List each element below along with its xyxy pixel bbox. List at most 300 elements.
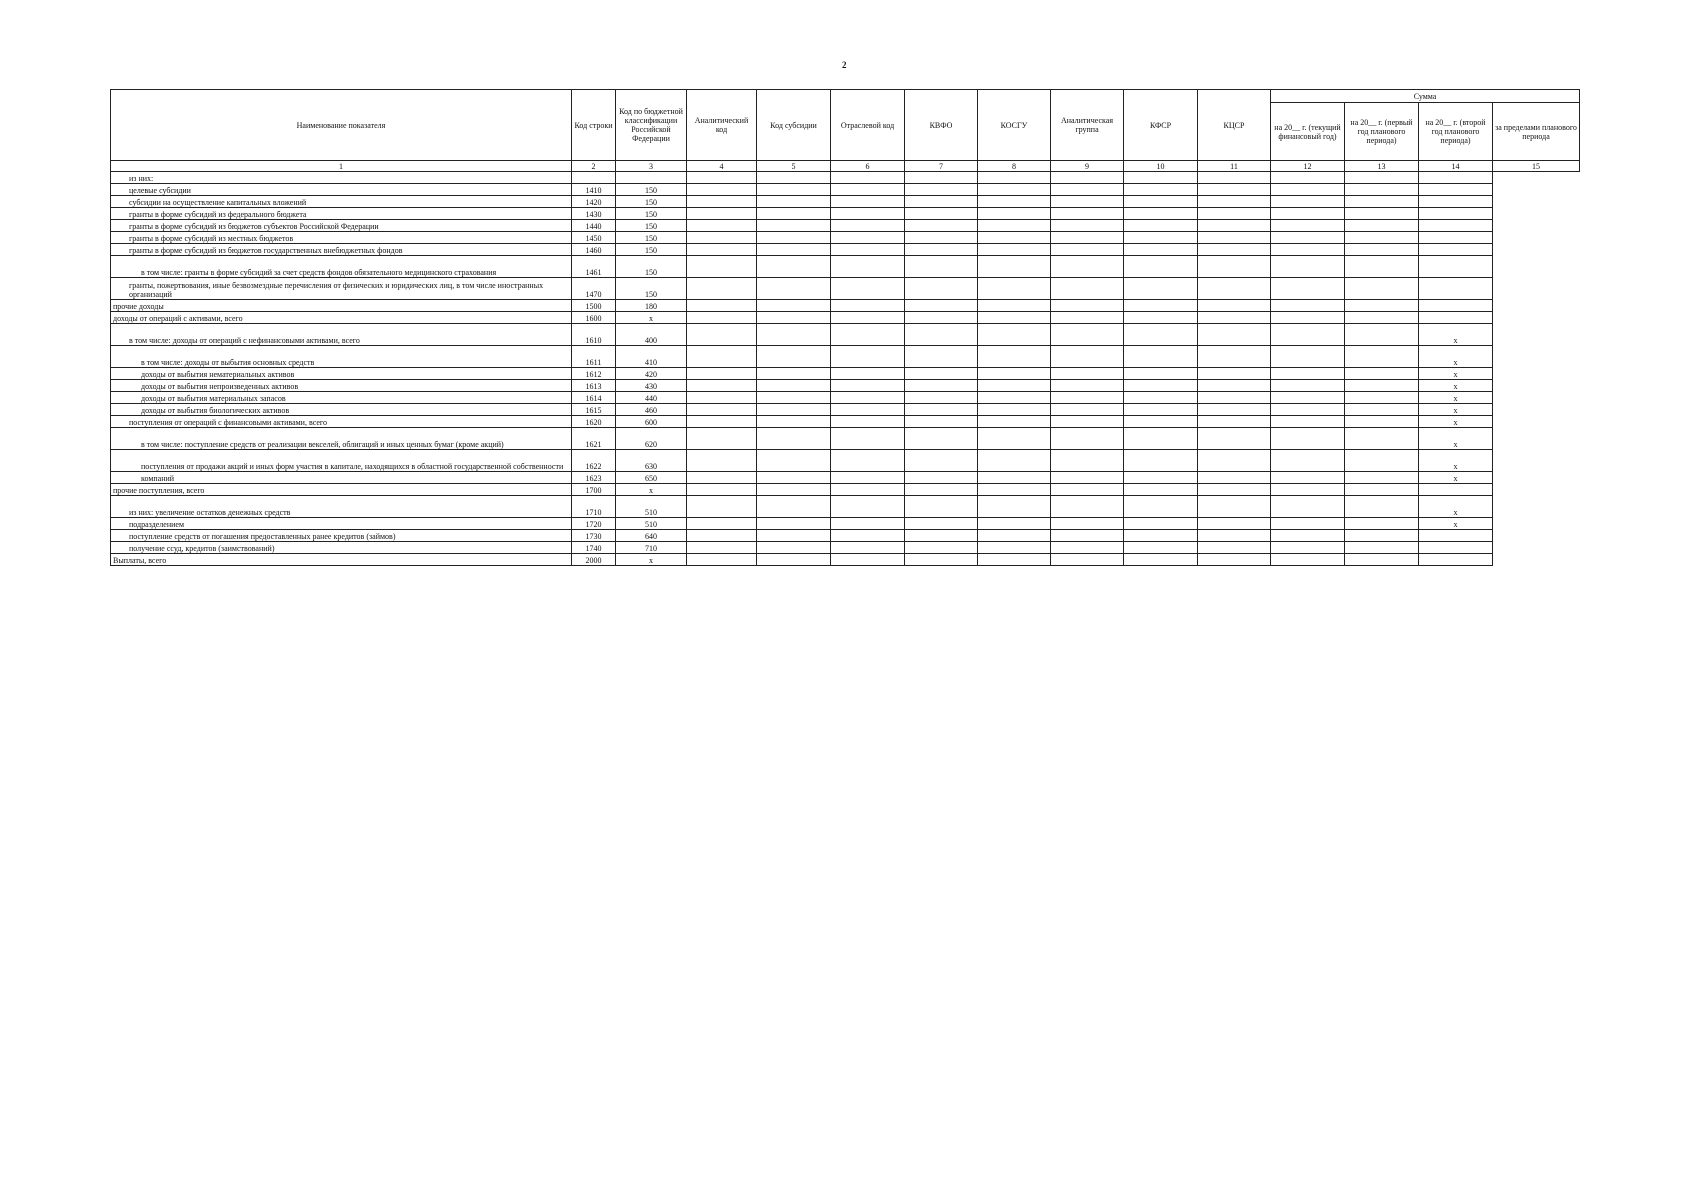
empty-cell (831, 208, 905, 220)
empty-cell (978, 392, 1051, 404)
empty-cell (978, 496, 1051, 518)
empty-cell (905, 220, 978, 232)
row-beyond-period: x (1419, 404, 1493, 416)
empty-cell (831, 196, 905, 208)
empty-cell (905, 232, 978, 244)
empty-cell (1198, 542, 1271, 554)
empty-cell (1051, 530, 1124, 542)
empty-cell (978, 542, 1051, 554)
empty-cell (1271, 542, 1345, 554)
empty-cell (905, 392, 978, 404)
empty-cell (757, 518, 831, 530)
empty-cell (1051, 496, 1124, 518)
empty-cell (1051, 416, 1124, 428)
empty-cell (831, 278, 905, 300)
row-code: 1470 (572, 278, 616, 300)
empty-cell (687, 518, 757, 530)
row-name: в том числе: поступление средств от реализации векселей, облигаций и иных ценных бумаг (кроме акций) (111, 428, 572, 450)
empty-cell (1345, 312, 1419, 324)
row-beyond-period (1419, 244, 1493, 256)
empty-cell (1198, 530, 1271, 542)
empty-cell (978, 324, 1051, 346)
empty-cell (1124, 244, 1198, 256)
row-name: гранты в форме субсидий из бюджетов субъектов Российской Федерации (111, 220, 572, 232)
empty-cell (905, 554, 978, 566)
column-number: 6 (831, 161, 905, 172)
row-name: Выплаты, всего (111, 554, 572, 566)
empty-cell (1051, 554, 1124, 566)
empty-cell (757, 220, 831, 232)
header-kcsr: КЦСР (1198, 90, 1271, 161)
empty-cell (978, 428, 1051, 450)
table-row (111, 554, 1580, 566)
empty-cell (978, 312, 1051, 324)
empty-cell (1051, 184, 1124, 196)
row-budget-code: 710 (616, 542, 687, 554)
empty-cell (831, 256, 905, 278)
empty-cell (831, 380, 905, 392)
empty-cell (1198, 300, 1271, 312)
empty-cell (978, 368, 1051, 380)
row-name: из них: (111, 172, 572, 184)
empty-cell (1198, 380, 1271, 392)
row-code: 1420 (572, 196, 616, 208)
empty-cell (1124, 530, 1198, 542)
row-code: 1500 (572, 300, 616, 312)
table-row (111, 184, 1580, 196)
empty-cell (905, 196, 978, 208)
table-row (111, 404, 1580, 416)
empty-cell (1271, 300, 1345, 312)
empty-cell (687, 428, 757, 450)
empty-cell (1271, 416, 1345, 428)
row-code: 1614 (572, 392, 616, 404)
row-budget-code: 150 (616, 196, 687, 208)
row-beyond-period: x (1419, 380, 1493, 392)
empty-cell (1345, 518, 1419, 530)
row-name: доходы от выбытия непроизведенных активов (111, 380, 572, 392)
empty-cell (1345, 450, 1419, 472)
row-code: 1430 (572, 208, 616, 220)
table-row (111, 208, 1580, 220)
empty-cell (1124, 380, 1198, 392)
table-row (111, 496, 1580, 518)
empty-cell (1198, 392, 1271, 404)
empty-cell (1345, 244, 1419, 256)
row-beyond-period (1419, 184, 1493, 196)
empty-cell (687, 404, 757, 416)
header-sum-first: на 20__ г. (первый год планового периода) (1345, 103, 1419, 161)
empty-cell (1198, 484, 1271, 496)
table-row (111, 530, 1580, 542)
row-name: гранты в форме субсидий из бюджетов государственных внебюджетных фондов (111, 244, 572, 256)
empty-cell (978, 472, 1051, 484)
empty-cell (905, 244, 978, 256)
row-budget-code: x (616, 484, 687, 496)
empty-cell (687, 244, 757, 256)
empty-cell (1271, 346, 1345, 368)
empty-cell (757, 324, 831, 346)
empty-cell (1345, 484, 1419, 496)
empty-cell (757, 428, 831, 450)
row-code: 1460 (572, 244, 616, 256)
empty-cell (757, 244, 831, 256)
empty-cell (1198, 208, 1271, 220)
header-analytic-group: Аналитическая группа (1051, 90, 1124, 161)
empty-cell (1051, 220, 1124, 232)
row-name: доходы от операций с активами, всего (111, 312, 572, 324)
table-row (111, 380, 1580, 392)
empty-cell (1051, 232, 1124, 244)
empty-cell (757, 278, 831, 300)
empty-cell (978, 346, 1051, 368)
empty-cell (831, 232, 905, 244)
empty-cell (1345, 184, 1419, 196)
table-row (111, 256, 1580, 278)
empty-cell (905, 300, 978, 312)
empty-cell (831, 416, 905, 428)
empty-cell (1051, 404, 1124, 416)
empty-cell (757, 196, 831, 208)
empty-cell (905, 256, 978, 278)
column-number: 1 (111, 161, 572, 172)
empty-cell (757, 380, 831, 392)
empty-cell (757, 300, 831, 312)
empty-cell (1345, 542, 1419, 554)
empty-cell (687, 554, 757, 566)
row-beyond-period: x (1419, 450, 1493, 472)
row-name: гранты, пожертвования, иные безвозмездные перечисления от физических и юридических лиц, в том числе иностранных организаций (111, 278, 572, 300)
empty-cell (831, 554, 905, 566)
empty-cell (978, 220, 1051, 232)
empty-cell (831, 300, 905, 312)
row-code: 1450 (572, 232, 616, 244)
header-name: Наименование показателя (111, 90, 572, 161)
empty-cell (1345, 380, 1419, 392)
row-budget-code: 150 (616, 220, 687, 232)
row-name: поступления от продажи акций и иных форм участия в капитале, находящихся в областной государственной собственности (111, 450, 572, 472)
row-name: в том числе: доходы от операций с нефинансовыми активами, всего (111, 324, 572, 346)
empty-cell (978, 450, 1051, 472)
row-code: 1440 (572, 220, 616, 232)
column-number: 9 (1051, 161, 1124, 172)
empty-cell (1271, 220, 1345, 232)
empty-cell (1051, 208, 1124, 220)
row-name: доходы от выбытия материальных запасов (111, 392, 572, 404)
row-beyond-period (1419, 530, 1493, 542)
empty-cell (687, 346, 757, 368)
row-code (572, 172, 616, 184)
row-beyond-period (1419, 554, 1493, 566)
empty-cell (1051, 542, 1124, 554)
empty-cell (978, 380, 1051, 392)
empty-cell (831, 530, 905, 542)
empty-cell (831, 184, 905, 196)
empty-cell (1345, 172, 1419, 184)
empty-cell (1345, 300, 1419, 312)
empty-cell (978, 172, 1051, 184)
empty-cell (1271, 232, 1345, 244)
empty-cell (1345, 346, 1419, 368)
table-row (111, 450, 1580, 472)
row-beyond-period: x (1419, 324, 1493, 346)
row-budget-code: 410 (616, 346, 687, 368)
page-number: 2 (842, 60, 847, 70)
empty-cell (905, 484, 978, 496)
row-code: 1740 (572, 542, 616, 554)
column-number: 12 (1271, 161, 1345, 172)
column-number: 13 (1345, 161, 1419, 172)
empty-cell (1124, 256, 1198, 278)
empty-cell (687, 232, 757, 244)
empty-cell (1345, 404, 1419, 416)
empty-cell (1198, 184, 1271, 196)
empty-cell (1198, 496, 1271, 518)
row-code: 1461 (572, 256, 616, 278)
row-beyond-period (1419, 278, 1493, 300)
empty-cell (687, 392, 757, 404)
row-beyond-period (1419, 208, 1493, 220)
empty-cell (905, 416, 978, 428)
empty-cell (1271, 244, 1345, 256)
row-beyond-period: x (1419, 518, 1493, 530)
empty-cell (1271, 196, 1345, 208)
empty-cell (831, 542, 905, 554)
empty-cell (1271, 428, 1345, 450)
table-body (111, 172, 1580, 566)
row-name: подразделением (111, 518, 572, 530)
empty-cell (757, 530, 831, 542)
column-number: 15 (1493, 161, 1580, 172)
row-beyond-period (1419, 256, 1493, 278)
empty-cell (831, 518, 905, 530)
empty-cell (1271, 392, 1345, 404)
table-row (111, 472, 1580, 484)
empty-cell (1051, 380, 1124, 392)
empty-cell (1271, 530, 1345, 542)
empty-cell (1051, 518, 1124, 530)
empty-cell (687, 324, 757, 346)
empty-cell (1124, 172, 1198, 184)
column-number: 4 (687, 161, 757, 172)
row-name: в том числе: гранты в форме субсидий за счет средств фондов обязательного медицинского страхования (111, 256, 572, 278)
header-sum: Сумма (1271, 90, 1580, 103)
empty-cell (757, 368, 831, 380)
table-row (111, 392, 1580, 404)
empty-cell (1271, 208, 1345, 220)
row-name: доходы от выбытия биологических активов (111, 404, 572, 416)
empty-cell (1198, 346, 1271, 368)
empty-cell (1345, 196, 1419, 208)
empty-cell (687, 184, 757, 196)
row-beyond-period (1419, 312, 1493, 324)
empty-cell (905, 542, 978, 554)
column-number: 11 (1198, 161, 1271, 172)
empty-cell (1345, 256, 1419, 278)
row-beyond-period: x (1419, 472, 1493, 484)
empty-cell (1124, 416, 1198, 428)
row-code: 1600 (572, 312, 616, 324)
row-budget-code: 420 (616, 368, 687, 380)
table-row (111, 428, 1580, 450)
empty-cell (687, 208, 757, 220)
empty-cell (905, 496, 978, 518)
row-code: 1410 (572, 184, 616, 196)
empty-cell (757, 392, 831, 404)
empty-cell (1345, 220, 1419, 232)
table-row (111, 324, 1580, 346)
empty-cell (687, 172, 757, 184)
row-name: гранты в форме субсидий из местных бюджетов (111, 232, 572, 244)
empty-cell (687, 496, 757, 518)
empty-cell (1345, 368, 1419, 380)
empty-cell (978, 518, 1051, 530)
empty-cell (1198, 196, 1271, 208)
empty-cell (1051, 324, 1124, 346)
empty-cell (905, 324, 978, 346)
row-budget-code: 150 (616, 244, 687, 256)
empty-cell (757, 172, 831, 184)
row-budget-code: 430 (616, 380, 687, 392)
row-budget-code: 460 (616, 404, 687, 416)
row-beyond-period (1419, 232, 1493, 244)
empty-cell (1198, 220, 1271, 232)
empty-cell (757, 484, 831, 496)
empty-cell (757, 312, 831, 324)
column-number-row (111, 161, 1580, 172)
empty-cell (1051, 256, 1124, 278)
empty-cell (831, 392, 905, 404)
column-number: 8 (978, 161, 1051, 172)
empty-cell (1345, 416, 1419, 428)
header-kvfo: КВФО (905, 90, 978, 161)
empty-cell (757, 184, 831, 196)
empty-cell (831, 428, 905, 450)
empty-cell (757, 542, 831, 554)
empty-cell (1198, 428, 1271, 450)
row-code: 1611 (572, 346, 616, 368)
empty-cell (831, 244, 905, 256)
row-budget-code: 640 (616, 530, 687, 542)
row-name: поступление средств от погашения предоставленных ранее кредитов (займов) (111, 530, 572, 542)
empty-cell (1271, 184, 1345, 196)
row-name: доходы от выбытия нематериальных активов (111, 368, 572, 380)
table-row (111, 312, 1580, 324)
row-budget-code: 600 (616, 416, 687, 428)
empty-cell (1198, 278, 1271, 300)
empty-cell (905, 278, 978, 300)
table-row (111, 300, 1580, 312)
empty-cell (978, 244, 1051, 256)
row-budget-code: 510 (616, 496, 687, 518)
empty-cell (1271, 278, 1345, 300)
empty-cell (1271, 450, 1345, 472)
empty-cell (905, 208, 978, 220)
empty-cell (1198, 472, 1271, 484)
empty-cell (757, 496, 831, 518)
row-budget-code: 150 (616, 256, 687, 278)
empty-cell (687, 450, 757, 472)
header-sum-beyond: за пределами планового периода (1493, 103, 1580, 161)
header-kfsr: КФСР (1124, 90, 1198, 161)
row-code: 1730 (572, 530, 616, 542)
empty-cell (1051, 346, 1124, 368)
empty-cell (1124, 346, 1198, 368)
empty-cell (1198, 232, 1271, 244)
header-branch-code: Отраслевой код (831, 90, 905, 161)
row-name: получение ссуд, кредитов (заимствований) (111, 542, 572, 554)
row-name: в том числе: доходы от выбытия основных средств (111, 346, 572, 368)
row-budget-code: 180 (616, 300, 687, 312)
empty-cell (978, 232, 1051, 244)
empty-cell (978, 554, 1051, 566)
row-code: 1613 (572, 380, 616, 392)
column-number: 5 (757, 161, 831, 172)
empty-cell (1345, 324, 1419, 346)
row-name: субсидии на осуществление капитальных вложений (111, 196, 572, 208)
row-budget-code: 150 (616, 278, 687, 300)
empty-cell (757, 232, 831, 244)
empty-cell (1271, 518, 1345, 530)
row-code: 1700 (572, 484, 616, 496)
empty-cell (1051, 368, 1124, 380)
header-sum-current: на 20__ г. (текущий финансовый год) (1271, 103, 1345, 161)
header-sum-second: на 20__ г. (второй год планового периода) (1419, 103, 1493, 161)
empty-cell (687, 220, 757, 232)
table-row (111, 368, 1580, 380)
empty-cell (978, 530, 1051, 542)
empty-cell (831, 450, 905, 472)
empty-cell (1198, 256, 1271, 278)
empty-cell (687, 484, 757, 496)
row-name: из них: увеличение остатков денежных средств (111, 496, 572, 518)
empty-cell (1124, 232, 1198, 244)
row-budget-code: x (616, 312, 687, 324)
empty-cell (978, 278, 1051, 300)
row-beyond-period: x (1419, 416, 1493, 428)
empty-cell (905, 312, 978, 324)
empty-cell (978, 416, 1051, 428)
empty-cell (757, 404, 831, 416)
empty-cell (1124, 450, 1198, 472)
empty-cell (1124, 428, 1198, 450)
empty-cell (831, 404, 905, 416)
empty-cell (1271, 172, 1345, 184)
empty-cell (757, 450, 831, 472)
empty-cell (905, 518, 978, 530)
empty-cell (978, 256, 1051, 278)
empty-cell (1345, 428, 1419, 450)
empty-cell (905, 428, 978, 450)
table-row (111, 196, 1580, 208)
empty-cell (1271, 496, 1345, 518)
empty-cell (905, 368, 978, 380)
row-code: 1720 (572, 518, 616, 530)
empty-cell (1198, 312, 1271, 324)
header-row-code: Код строки (572, 90, 616, 161)
row-budget-code (616, 172, 687, 184)
empty-cell (978, 196, 1051, 208)
empty-cell (1198, 554, 1271, 566)
empty-cell (1051, 450, 1124, 472)
empty-cell (831, 368, 905, 380)
empty-cell (831, 312, 905, 324)
row-code: 1710 (572, 496, 616, 518)
row-beyond-period (1419, 542, 1493, 554)
table-row (111, 542, 1580, 554)
table-row (111, 346, 1580, 368)
empty-cell (687, 368, 757, 380)
